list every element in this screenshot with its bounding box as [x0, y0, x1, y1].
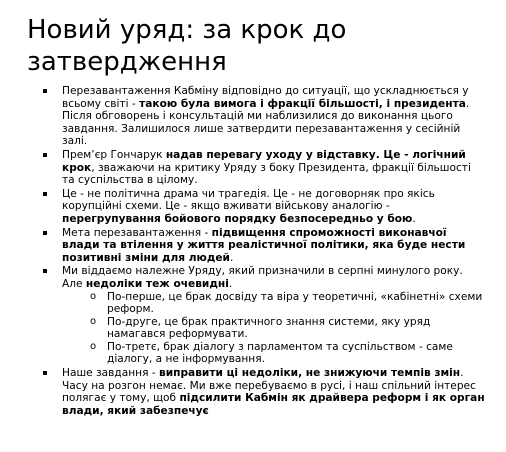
sub-list-item [90, 341, 485, 366]
square-bullet-icon [43, 231, 47, 235]
list-item [40, 188, 485, 226]
list-item-text: Наше завдання - виправити ці недоліки, не знижуючи темпів змін. Часу на розгон немає. Ми вже перебуваємо в русі, і наш спільний інтерес полягає у тому, щоб підсилити Кабмін як драйвера реформ і як орган влади, який забезпечує [62, 367, 485, 417]
circle-bullet-icon: o [90, 315, 97, 327]
sub-list-item-text: По-третє, брак діалогу з парламентом та суспільством - саме діалогу, а не інформування. [107, 340, 453, 366]
square-bullet-icon [43, 192, 47, 196]
list-item-text: Перезавантаження Кабміну відповідно до ситуації, що ускладнюється у всьому світі - такою була вимога і фракції більшості, і президента. Після обговорень і консультацій ми наблизилися до виконання цього завдання. Залишилося лише затвердити перезавантаження у сесійній залі. [62, 85, 470, 148]
list-item-text: Це - не політична драма чи трагедія. Це - не договорняк про якісь корупційні схеми. Це - якщо вживати військову аналогію - перегрупування бойового порядку безпосередньо у бою. [62, 187, 435, 225]
sub-list-item [90, 291, 485, 316]
square-bullet-icon [43, 89, 47, 93]
list-item [40, 149, 485, 187]
circle-bullet-icon: o [90, 290, 97, 302]
sub-bullet-list [62, 291, 485, 367]
sub-list-item-text: По-перше, це брак досвіду та віра у теоретичні, «кабінетні» схеми реформ. [107, 290, 483, 316]
circle-bullet-icon: o [90, 340, 97, 352]
sub-list-item [90, 316, 485, 341]
square-bullet-icon [43, 269, 47, 273]
bullet-list [40, 85, 485, 417]
slide-title: Новий уряд: за крок до затвердження [27, 15, 347, 77]
slide-content [40, 85, 485, 418]
square-bullet-icon [43, 371, 47, 375]
list-item-text: Прем’єр Гончарук надав перевагу уходу у відставку. Це - логічний крок, зважаючи на критику Уряду з боку Президента, фракції більшості та суспільства в цілому. [62, 148, 471, 187]
sub-list-item-text: По-друге, це брак практичного знання системи, яку уряд намагався реформувати. [107, 315, 431, 341]
list-item [40, 227, 485, 265]
list-item-text: Мета перезавантаження - підвищення спроможності виконавчої влади та втілення у життя реалістичної політики, яка буде нести позитивні зміни для людей. [62, 226, 466, 264]
list-item [40, 85, 485, 148]
list-item-text: Ми віддаємо належне Уряду, який призначили в серпні минулого року. Але недоліки теж очевидні. [62, 265, 463, 290]
list-item [40, 367, 485, 417]
square-bullet-icon [43, 153, 47, 157]
list-item [40, 265, 485, 366]
